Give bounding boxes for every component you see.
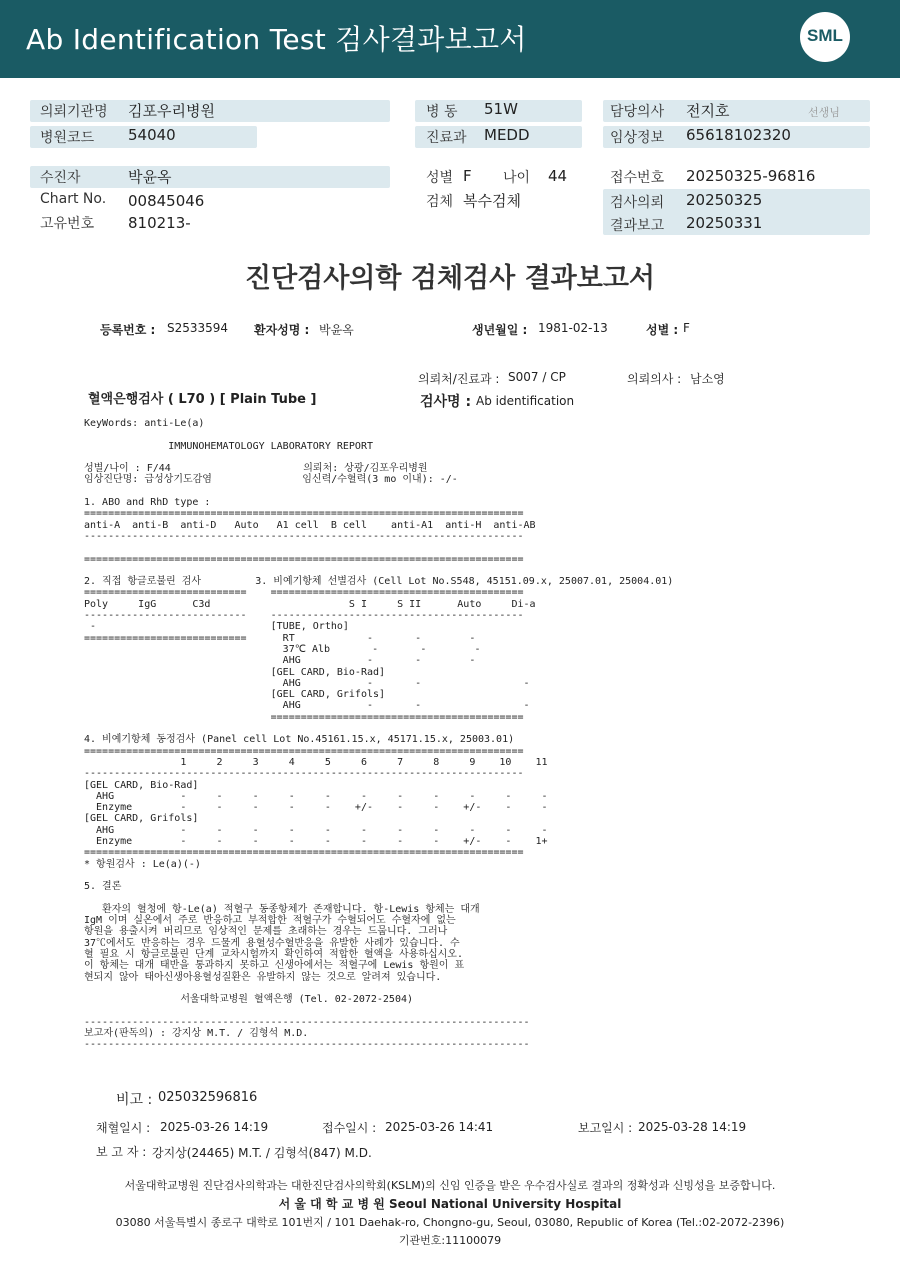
report-header-title: Ab Identification Test 검사결과보고서 — [26, 23, 527, 56]
reg-label: 등록번호 : — [100, 323, 156, 337]
uid-value: 810213- — [128, 214, 191, 232]
name-label: 환자성명 : — [254, 323, 310, 337]
ward-label: 병 동 — [426, 104, 458, 120]
referral-label: 의뢰처/진료과 : — [418, 372, 500, 386]
req-org-label: 의뢰기관명 — [40, 104, 108, 120]
age-label: 나이 — [503, 170, 531, 186]
logo-text: SML — [807, 26, 843, 45]
hospital-name: 서 울 대 학 교 병 원 Seoul National University Hospital — [278, 1197, 622, 1211]
ref-doctor-label: 의뢰의사 : — [627, 372, 682, 386]
test-group: 혈액은행검사 ( L70 ) [ Plain Tube ] — [88, 392, 317, 407]
patient-box — [30, 166, 390, 188]
receipt-value: 20250325-96816 — [686, 167, 816, 185]
chart-value: 00845046 — [128, 192, 205, 210]
req-date-label: 검사의뢰 — [610, 195, 665, 211]
age-value: 44 — [548, 167, 568, 185]
doctor-label: 담당의사 — [610, 104, 665, 120]
specimen-label: 검체 — [426, 194, 454, 210]
ref-doctor-value: 남소영 — [690, 372, 725, 386]
dob-label: 생년월일 : — [472, 323, 528, 337]
sml-logo — [800, 12, 850, 62]
sex-label: 성별 — [426, 170, 454, 186]
sex2-value: F — [683, 321, 690, 335]
report-date-value: 20250331 — [686, 214, 763, 232]
collect-label: 채혈일시 : — [96, 1121, 151, 1135]
referral-value: S007 / CP — [508, 370, 566, 384]
report-date-label: 결과보고 — [610, 218, 665, 234]
receipt-label: 접수번호 — [610, 170, 665, 186]
dept-value: MEDD — [484, 126, 530, 144]
chart-label: Chart No. — [40, 191, 107, 207]
hosp-code-label: 병원코드 — [40, 130, 95, 146]
hosp-code-value: 54040 — [128, 126, 176, 144]
name-value: 박윤옥 — [319, 323, 354, 337]
clinical-value: 65618102320 — [686, 126, 791, 144]
req-date-value: 20250325 — [686, 191, 763, 209]
sex2-label: 성별 : — [646, 323, 679, 337]
req-org-value: 김포우리병원 — [128, 102, 215, 120]
ward-value: 51W — [484, 100, 518, 118]
receive-value: 2025-03-26 14:41 — [385, 1120, 494, 1134]
reporter-value: 강지상(24465) M.T. / 김형석(847) M.D. — [152, 1146, 372, 1160]
institution-number: 기관번호:11100079 — [398, 1234, 502, 1247]
test-name-value: Ab identification — [476, 394, 575, 408]
dept-label: 진료과 — [426, 130, 467, 146]
report-time-label: 보고일시 : — [578, 1121, 633, 1135]
sex-value: F — [463, 167, 472, 185]
hospital-address: 03080 서울특별시 종로구 대학로 101번지 / 101 Daehak-ro, Chongno-gu, Seoul, 03080, Republic of Korea (Tel.:02-2072-2396) — [115, 1216, 785, 1229]
receive-label: 접수일시 : — [322, 1121, 377, 1135]
lab-report-text: KeyWords: anti-Le(a) IMMUNOHEMATOLOGY LABORATORY REPORT 성별/나이 : F/44 의뢰처: 상광/김포우리병원 임상진단명: 급성상기도감염 임신력/수혈력(3 mo 이내): -/- 1. ABO and RhD type : ========================================================================= anti-A anti-B anti-D Auto A1 cell B cell anti-A1 anti-H anti-AB ------------------------------------------------------------------------- ========================================================================= 2. 직접 항글로불린 검사 3. 비예기항체 선별검사 (Cell Lot No.S548, 45151.09.x, 25007.01, 25004.01) =========================== ========================================== Poly IgG C3d S I S II Auto Di-a --------------------------- ------------------------------------------ - [TUBE, Ortho] =========================== RT - - - 37℃ Alb - - - AHG - - - [GEL CARD, Bio-Rad] AHG - - - [GEL CARD, Grifols] AHG - - - ========================================== 4. 비예기항체 동정검사 (Panel cell Lot No.45161.15.x, 45171.15.x, 25003.01) ========================================================================= 1 2 3 4 5 6 7 8 9 10 11 ------------------------------------------------------------------------- [GEL CARD, Bio-Rad] AHG - - - - - - - - - - - Enzyme - - - - - +/- - - +/- - - [GEL CARD, Grifols] AHG - - - - - - - - - - - Enzyme - - - - - - - - +/- - 1+ ========================================================================= * 항원검사 : Le(a)(-) 5. 결론 환자의 혈청에 항-Le(a) 적혈구 동종항체가 존재합니다. 항-Lewis 항체는 대개 IgM 이며 실온에서 주로 반응하고 부적합한 적혈구가 수혈되어도 수혈자에 없는 항원을 용출시켜 버리므로 임상적인 문제를 초래하는 경우는 드뭅니다. 그러나 37℃에서도 반응하는 경우 드물게 용혈성수혈반응을 유발한 사례가 있습니다. 수 혈 필요 시 항글로불린 단계 교차시험까지 확인하여 적합한 혈액을 사용하십시오. 이 항체는 대개 태반을 통과하지 못하고 신생아에서는 적혈구에 Lewis 항원이 표 현되지 않아 태아신생아용혈성질환은 유발하지 않는 것으로 알려져 있습니다. 서울대학교병원 혈액은행 (Tel. 02-2072-2504) -------------------------------------------------------------------------- 보고자(판독의) : 강지상 M.T. / 김형석 M.D. -------------------------------------------------------------------------- — [84, 418, 674, 1051]
patient-value: 박윤옥 — [128, 168, 172, 186]
remarks-label: 비고 : — [116, 1092, 153, 1108]
doctor-value: 전지호 — [686, 102, 730, 120]
patient-label: 수진자 — [40, 170, 81, 186]
dob-value: 1981-02-13 — [538, 321, 608, 335]
certification-text: 서울대학교병원 진단검사의학과는 대한진단검사의학회(KSLM)의 신임 인증을 받은 우수검사실로 결과의 정확성과 신빙성을 보증합니다. — [124, 1179, 776, 1192]
remarks-value: 025032596816 — [158, 1090, 258, 1105]
clinical-label: 임상정보 — [610, 130, 665, 146]
report-title: 진단검사의학 검체검사 결과보고서 — [244, 263, 656, 294]
reg-value: S2533594 — [167, 321, 229, 335]
uid-label: 고유번호 — [40, 216, 95, 232]
reporter-label: 보 고 자 : — [96, 1145, 147, 1159]
test-name-label: 검사명 : — [420, 394, 472, 410]
report-time-value: 2025-03-28 14:19 — [638, 1120, 747, 1134]
specimen-value: 복수검체 — [463, 192, 521, 210]
doctor-suffix: 선생님 — [808, 106, 840, 119]
collect-value: 2025-03-26 14:19 — [160, 1120, 269, 1134]
